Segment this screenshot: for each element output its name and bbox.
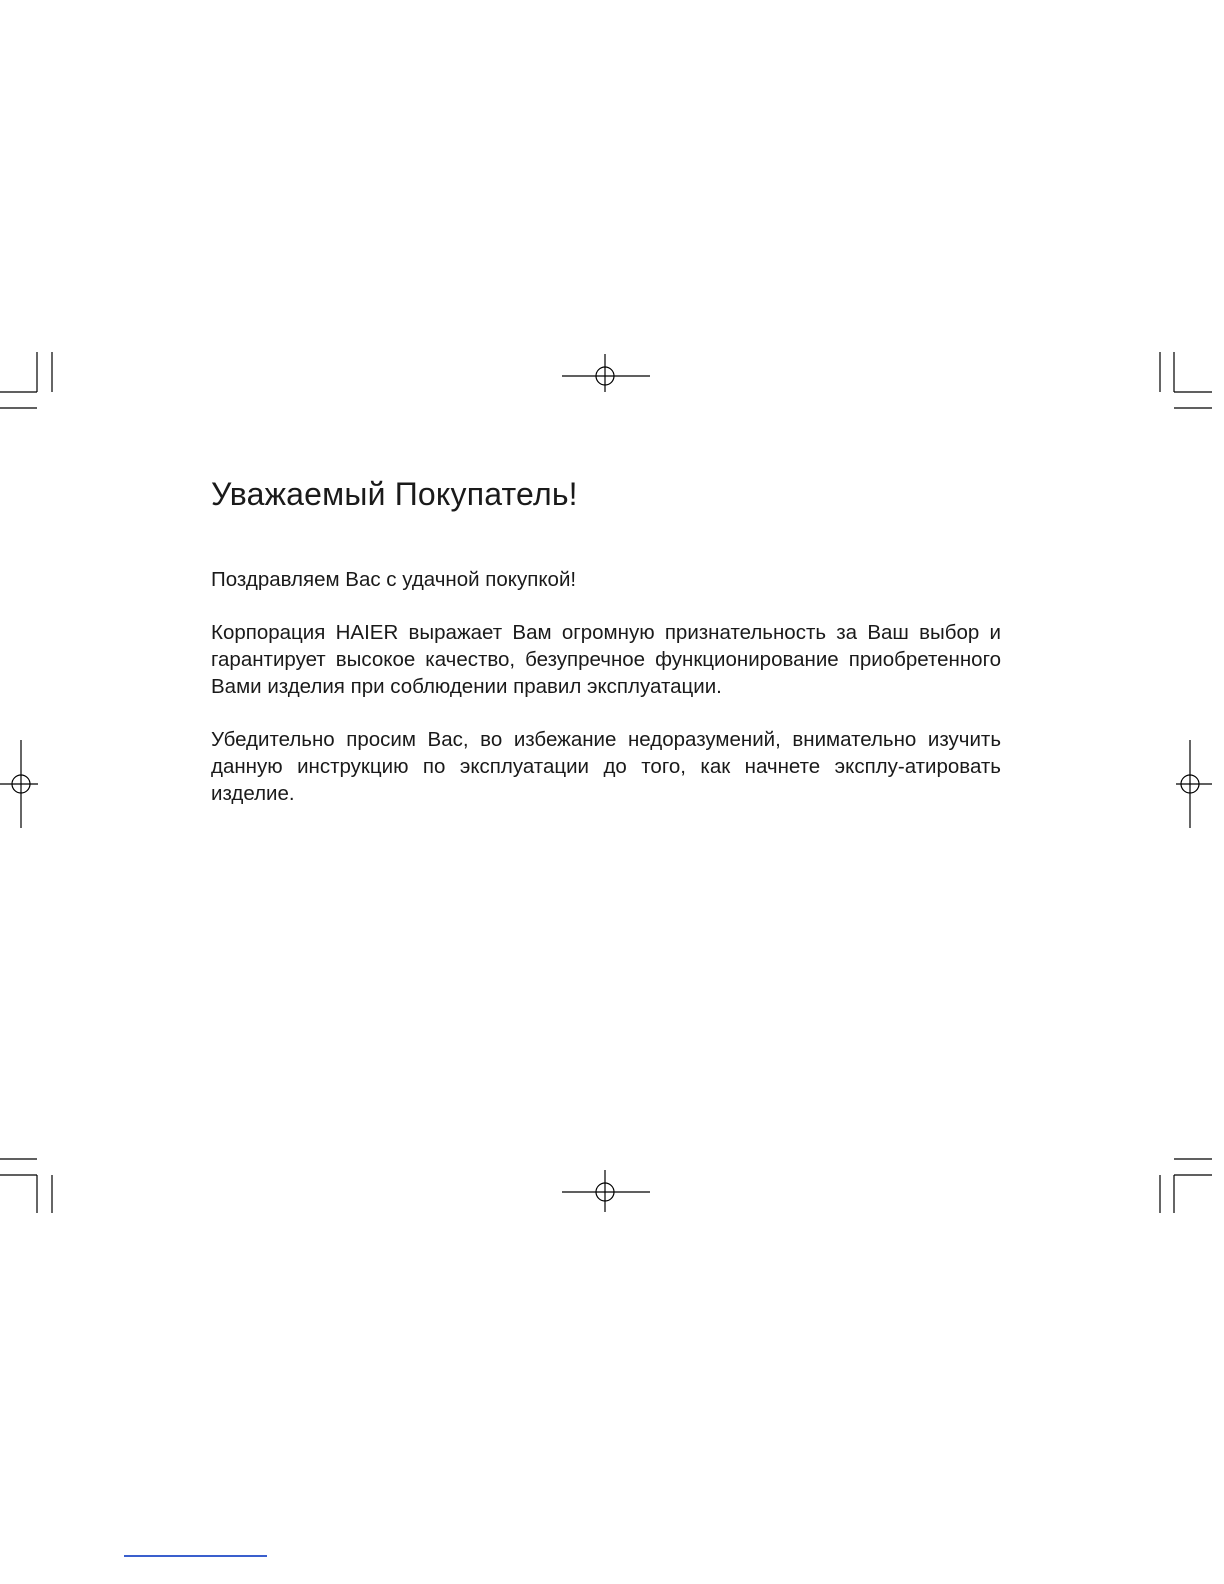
crop-mark-top-right [1160, 352, 1212, 408]
letter-title: Уважаемый Покупатель! [211, 476, 578, 512]
request-paragraph: Убедительно просим Вас, во избежание недоразумений, внимательно изучить данную инструкцию по эксплуатации до того, как начнете эксплу-атировать изделие. [211, 728, 1001, 805]
registration-mark-top [562, 354, 650, 392]
registration-mark-right [1176, 740, 1212, 828]
registration-mark-left [0, 740, 38, 828]
footer-link-underline [124, 1555, 267, 1557]
gratitude-paragraph: Корпорация HAIER выражает Вам огромную признательность за Ваш выбор и гарантирует высокое качество, безупречное функционирование приобретенного Вами изделия при соблюдении правил эксплуатации. [211, 621, 1001, 698]
letter-body [211, 474, 1001, 833]
crop-mark-top-left [0, 352, 52, 408]
crop-mark-bottom-left [0, 1159, 52, 1213]
crop-mark-bottom-right [1160, 1159, 1212, 1213]
registration-mark-bottom [562, 1170, 650, 1212]
greeting-paragraph: Поздравляем Вас с удачной покупкой! [211, 568, 577, 591]
